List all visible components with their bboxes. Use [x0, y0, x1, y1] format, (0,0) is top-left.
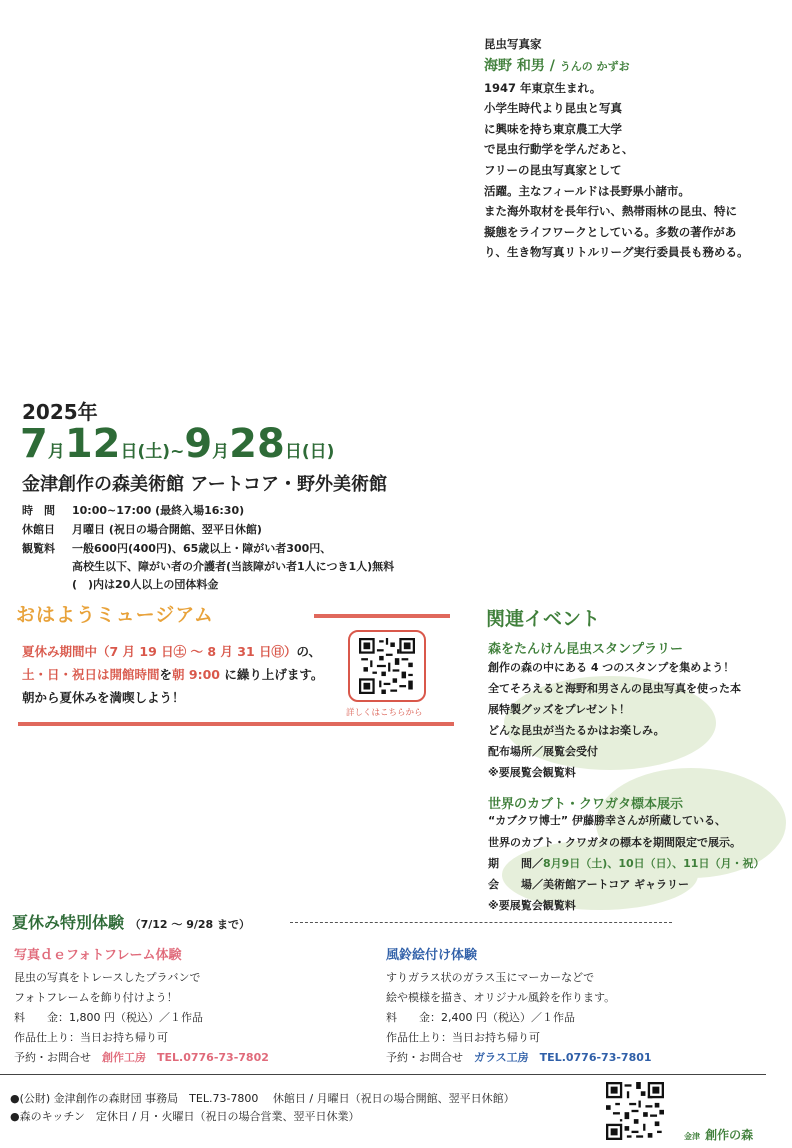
workshop-line: フォトフレームを飾り付けよう！	[14, 991, 178, 1004]
footer-kitchen: ●森のキッチン 定休日 / 月・火曜日（祝日の場合営業、翌平日休業）	[10, 1110, 360, 1123]
day-unit: 日	[120, 442, 138, 462]
qr-caption: 詳しくはこちらから	[346, 708, 423, 718]
fee-row-3: ( )内は20人以上の団体料金	[72, 578, 219, 591]
logo-small-text: 金津	[684, 1132, 700, 1141]
footer-logo	[684, 1124, 753, 1143]
bio-line: また海外取材を長年行い、熱帯雨林の昆虫、特に	[484, 204, 737, 219]
bio-line: 1947 年東京生まれ。	[484, 80, 602, 95]
beetle-exhibit-title: 世界のカブト・クワガタ標本展示	[488, 797, 684, 812]
stamp-rally-note: ※要展覧会観覧料	[488, 766, 576, 779]
summer-period: 夏休み期間中（7 月 19 日㊏ ～ 8 月 31 日㊐）	[22, 644, 297, 659]
stamp-rally-line: 展特製グッズをプレゼント！	[488, 703, 631, 716]
start-day: 12	[64, 421, 121, 467]
workshop-title-text: 夏休み特別体験	[12, 913, 125, 932]
qr-code-icon	[359, 638, 415, 694]
workshop-contact	[386, 1048, 652, 1068]
photo-frame-workshop	[14, 944, 269, 1068]
footer-qr-code[interactable]	[606, 1082, 664, 1140]
ohayou-museum-title: おはようミュージアム	[16, 604, 214, 626]
photo-frame-title: 写真ｄｅフォトフレーム体験	[14, 948, 182, 963]
fee-row-2: 高校生以下、障がい者の介護者(当該障がい者1人につき1人)無料	[72, 560, 395, 573]
fee-value: 一般600円(400円)、65歳以上・障がい者300円、	[72, 542, 332, 555]
text: の、	[296, 644, 322, 659]
hours-value: 10:00~17:00 (最終入場16:30)	[72, 504, 245, 517]
furin-workshop	[386, 944, 652, 1068]
beetle-note: ※要展覧会観覧料	[488, 899, 576, 912]
start-weekday: (土)	[137, 442, 171, 462]
weekend-hours: 土・日・祝日は開館時間	[22, 667, 160, 682]
hours-row	[22, 502, 244, 518]
fee-label: 観覧料	[22, 542, 55, 555]
ohayou-museum-text	[22, 640, 323, 709]
contact-value: 創作工房 TEL.0776-73-7802	[102, 1051, 269, 1064]
closed-label: 休館日	[22, 523, 55, 536]
text: に繰り上げます。	[219, 667, 324, 682]
closed-value: 月曜日 (祝日の場合開館、翌平日休館)	[72, 523, 262, 536]
workshop-finish: 作品仕上り：当日お持ち帰り可	[14, 1031, 168, 1044]
workshop-line: 昆虫の写真をトレースしたプラバンで	[14, 971, 201, 984]
text: を	[159, 667, 173, 682]
related-events-title: 関連イベント	[486, 608, 601, 630]
date-tilde: ~	[170, 442, 185, 462]
place-label: 会 場／	[488, 878, 543, 891]
bio-line: フリーの昆虫写真家として	[484, 162, 622, 177]
closed-row	[22, 521, 262, 537]
workshop-finish: 作品仕上り：当日お持ち帰り可	[386, 1031, 540, 1044]
bio-name-kana: うんの かずお	[559, 59, 630, 73]
workshop-contact	[14, 1048, 269, 1068]
bio-line: り、生き物写真リトルリーグ実行委員長も務める。	[484, 245, 749, 260]
qr-code-frame[interactable]	[348, 630, 426, 702]
period-label: 期 間／	[488, 857, 543, 870]
early-time: 朝 9:00	[172, 667, 220, 682]
venue: 金津創作の森美術館 アートコア・野外美術館	[22, 474, 388, 495]
end-weekday: (日)	[301, 442, 335, 462]
beetle-place	[488, 876, 689, 892]
footer-office: ●(公財) 金津創作の森財団 事務局 TEL.73-7800 休館日 / 月曜日（祝日の場合開館、翌平日休館）	[10, 1092, 515, 1105]
bio-line: 擬態をライフワークとしている。多数の著作があ	[484, 224, 737, 239]
stamp-rally-line: 創作の森の中にある 4 つのスタンプを集めよう！	[488, 661, 735, 674]
bio-line: 小学生時代より昆虫と写真	[484, 101, 622, 116]
beetle-period	[488, 855, 764, 871]
divider	[18, 722, 454, 726]
bio-role: 昆虫写真家	[484, 37, 542, 51]
text: 朝から夏休みを満喫しよう！	[22, 690, 185, 705]
contact-label: 予約・お問合せ	[14, 1051, 102, 1064]
bio-line: に興味を持ち東京農工大学	[484, 121, 622, 136]
exhibition-dates	[20, 418, 334, 470]
month-unit: 月	[212, 442, 230, 462]
workshop-title	[12, 910, 250, 933]
contact-label: 予約・お問合せ	[386, 1051, 474, 1064]
bio-line: 活躍。主なフィールドは長野県小諸市。	[484, 183, 690, 198]
end-month: 9	[184, 421, 213, 467]
dashed-divider	[290, 922, 672, 923]
fee-row	[22, 540, 331, 556]
stamp-rally-line: 全てそろえると海野和男さんの昆虫写真を使った本	[488, 682, 741, 695]
end-day: 28	[229, 421, 285, 467]
start-month: 7	[20, 421, 48, 467]
logo-main-text: 創作の森	[705, 1128, 754, 1142]
beetle-line: 世界のカブト・クワガタの標本を期間限定で展示。	[488, 836, 741, 849]
workshop-line: すりガラス状のガラス玉にマーカーなどで	[386, 971, 595, 984]
contact-value: ガラス工房 TEL.0776-73-7801	[474, 1051, 652, 1064]
footer-divider	[0, 1074, 766, 1075]
beetle-line: “カブクワ博士” 伊藤勝幸さんが所蔵している、	[488, 814, 726, 827]
workshop-period: （7/12 ～ 9/28 まで）	[129, 918, 251, 931]
photographer-bio	[484, 34, 784, 263]
period-value: 8月9日（土)、10日（日）、11日（月・祝）	[543, 857, 765, 870]
day-unit: 日	[284, 442, 302, 462]
bio-name-kanji: 海野 和男 /	[484, 57, 560, 74]
bio-line: で昆虫行動学を学んだあと、	[484, 142, 634, 157]
stamp-rally-line: どんな昆虫が当たるかはお楽しみ。	[488, 724, 665, 737]
furin-title: 風鈴絵付け体験	[386, 948, 478, 963]
stamp-rally-title: 森をたんけん昆虫スタンプラリー	[488, 642, 684, 657]
place-value: 美術館アートコア ギャラリー	[543, 878, 690, 891]
month-unit: 月	[47, 442, 65, 462]
qr-code-icon	[606, 1082, 664, 1140]
workshop-fee: 料 金：2,400 円（税込）／１作品	[386, 1011, 575, 1024]
workshop-fee: 料 金：1,800 円（税込）／１作品	[14, 1011, 203, 1024]
workshop-line: 絵や模様を描き、オリジナル風鈴を作ります。	[386, 991, 616, 1004]
bio-name	[484, 55, 784, 78]
stamp-rally-line: 配布場所／展覧会受付	[488, 745, 598, 758]
hours-label: 時 間	[22, 504, 55, 517]
divider	[314, 614, 450, 618]
exhibition-year: 2025年	[22, 400, 98, 424]
